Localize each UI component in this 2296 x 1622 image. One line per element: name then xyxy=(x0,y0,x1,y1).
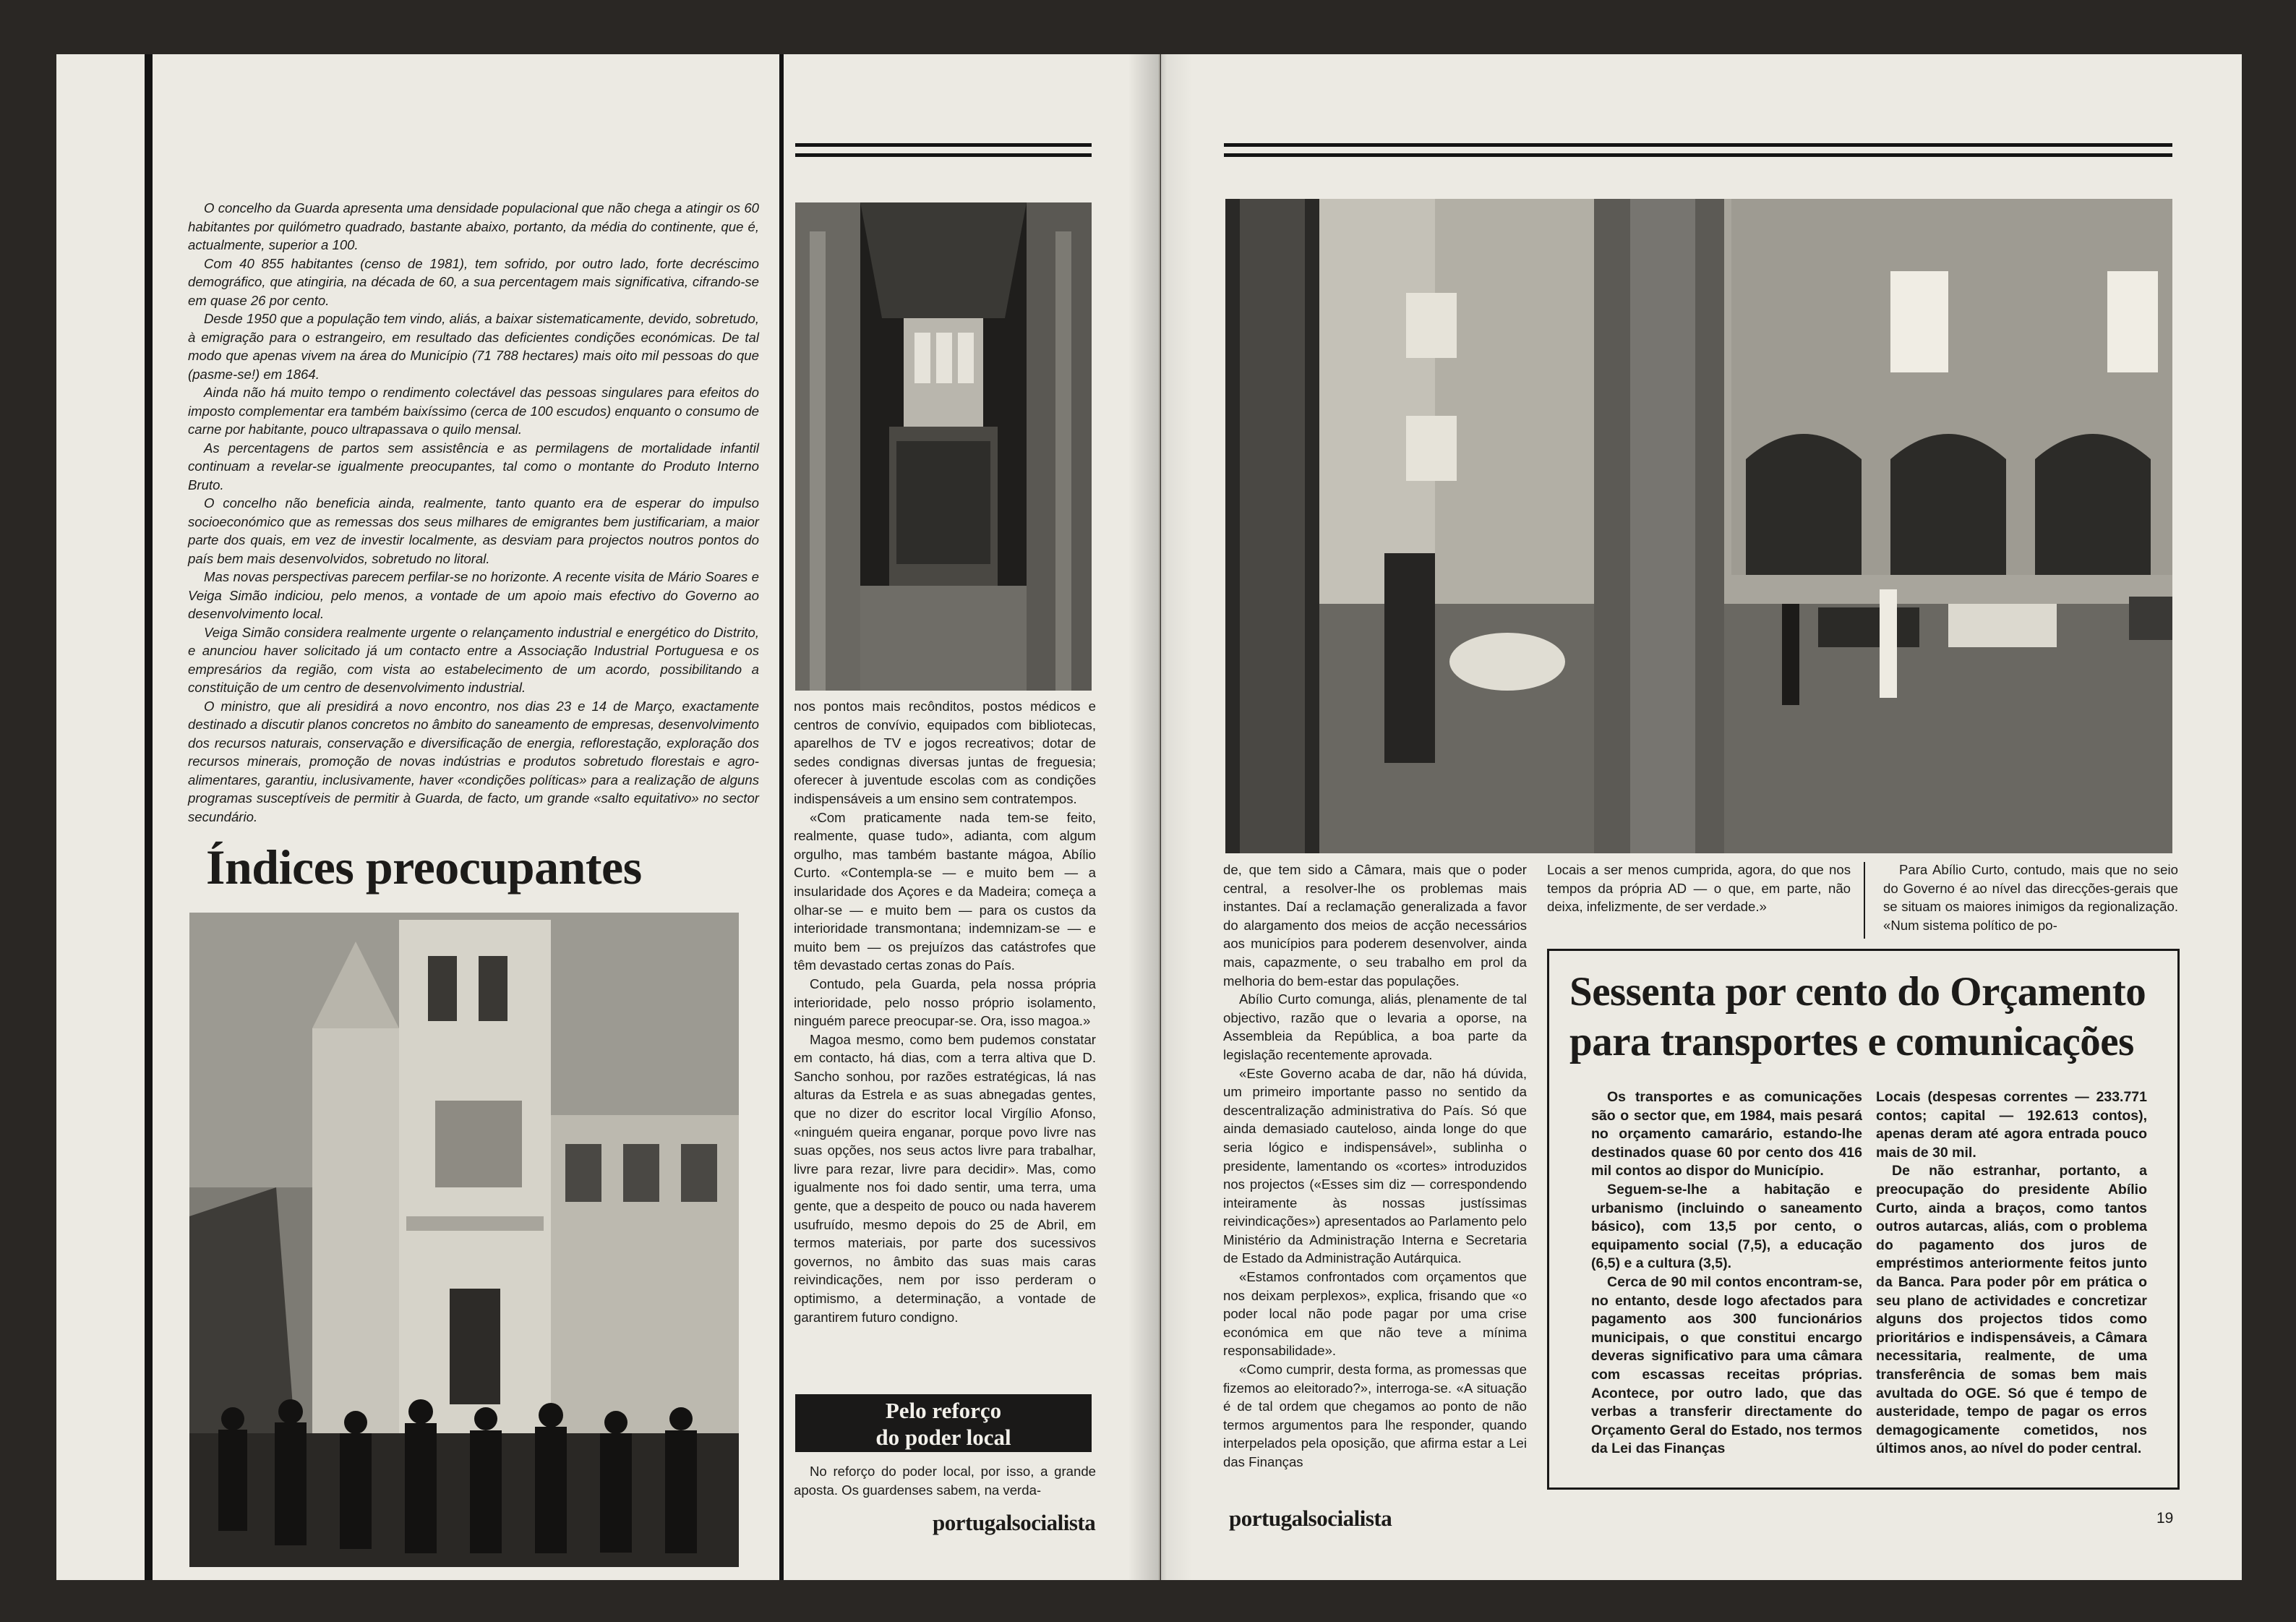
lead-paragraph: As percentagens de partos sem assistência e as permilagens de mortalidade infantil continuam a revelar-se igualmente preocupantes, tal como o montante do Produto Interno Bruto. xyxy=(188,440,759,492)
subhead-line: Pelo reforço xyxy=(885,1398,1002,1423)
budget-box xyxy=(1547,949,2180,1490)
right-paragraph: de, que tem sido a Câmara, mais que o poder central, a resolver-lhe os problemas mais instantes. Daí a reclamação generalizada a favor do alargamento dos meios de acção necessários aos municípios para poderem desenvolver, ainda mais, capazmente, o seu trabalho em prol da melhoria do bem-estar das populações. xyxy=(1223,862,1527,989)
right-column-3 xyxy=(1883,861,2178,934)
column-divider-rule xyxy=(779,54,784,1580)
lead-paragraph: Veiga Simão considera realmente urgente o relançamento industrial e energético do Distrito, e anunciou haver solicitado já um contacto entre a Associação Industrial Portuguesa e os empresários da região, com vista ao estabelecimento de um acordo, possibilitando a constituição de um centro de desenvolvimento industrial. xyxy=(188,624,759,695)
subhead-box xyxy=(795,1394,1092,1452)
right-column-2 xyxy=(1547,861,1851,916)
lead-paragraph: Ainda não há muito tempo o rendimento colectável das pessoas singulares para efeitos do imposto complementar era também baixíssimo (cerca de 100 escudos) enquanto o consumo de carne por habitante, pouco ultrapassava o quilo mensal. xyxy=(188,385,759,437)
lead-text-column xyxy=(188,199,759,826)
mid-column xyxy=(794,697,1096,1326)
lead-paragraph: O ministro, que ali presidirá a novo encontro, nos dias 23 e 14 de Março, exactamente destinado a discutir planos concretos no âmbito do saneamento de empresas, desenvolvimento dos recursos naturais, conservação e diversificação de energia, reflorestação, exploração dos recursos minerais, promoção de novas indústrias e produtos sobretudo florestais e agro-alimentares, garantiu, inclusivamente, haver «condições políticas» para a realização de alguns programas susceptíveis de permitir à Guarda, de facto, um grande «salto equitativo» no sector secundário. xyxy=(188,698,759,824)
cathedral-interior-photo xyxy=(795,202,1092,691)
right-paragraph: Para Abílio Curto, contudo, mais que no seio do Governo é ao nível das direcções-gerais que se situam os maiores inimigos da regionalização. «Num sistema político de po- xyxy=(1883,862,2178,933)
mid-tail-paragraph: No reforço do poder local, por isso, a grande aposta. Os guardenses sabem, na verda- xyxy=(794,1464,1096,1498)
headline: Índices preocupantes xyxy=(206,840,642,895)
column-separator xyxy=(1864,862,1865,939)
box-paragraph: Locais (despesas correntes — 233.771 contos; capital — 192.613 contos), apenas deram até agora entrada pouco mais de 30 mil. xyxy=(1876,1089,2147,1161)
lead-paragraph: Mas novas perspectivas parecem perfilar-se no horizonte. A recente visita de Mário Soares e Veiga Simão indiciou, pelo menos, a vontade de um apoio mais efectivo do Governo ao desenvolvimento local. xyxy=(188,569,759,621)
right-paragraph: «Como cumprir, desta forma, as promessas que fizemos ao eleitorado?», interroga-se. «A situação é de tal ordem que chegamos ao ponto de não termos argumentos para lhe responder, quando interpelados pela oposição, que afirma estar a Lei das Finanças xyxy=(1223,1362,1527,1469)
box-paragraph: De não estranhar, portanto, a preocupação do presidente Abílio Curto, ainda a braços, como tantos outros autarcas, aliás, com o problema do pagamento dos juros de empréstimos anteriormente feitos junto da Banca. Para poder pôr em prática o seu plano de actividades e concretizar alguns dos projectos tidos como prioritários e indispensáveis, a Câmara necessitaria, realmente, de uma transferência de somas bem mais avultada do OGE. Só que é tempo de austeridade, tempo de pagar os erros demagogicamente cometidos, nos últimos anos, ao nível do poder central. xyxy=(1876,1163,2147,1457)
top-double-rule-2 xyxy=(795,153,1092,157)
box-paragraph: Os transportes e as comunicações são o sector que, em 1984, mais pesará no orçamento camarário, estando-lhe destinados quase 60 por cento dos 416 mil contos ao dispor do Município. xyxy=(1591,1089,1862,1179)
right-paragraph: Abílio Curto comunga, aliás, plenamente de tal objectivo, razão que o levaria a oporse, na Assembleia da República, a boa parte da legislação recentemente aprovada. xyxy=(1223,991,1527,1062)
top-double-rule-4 xyxy=(1224,153,2172,157)
church-photo xyxy=(189,913,739,1567)
right-column-1 xyxy=(1223,861,1527,1472)
lead-paragraph: O concelho da Guarda apresenta uma densidade populacional que não chega a atingir os 60 habitantes por quilómetro quadrado, bastante abaixo, portanto, da média do continente, que é, actualmente, superior a 100. xyxy=(188,200,759,252)
lead-paragraph: O concelho não beneficia ainda, realmente, tanto quanto era de esperar do impulso socioeconómico que as remessas dos seus milhares de emigrantes bem justificariam, a maior parte dos quais, em vez de investir localmente, as desviam para projectos noutros pontos do país bem mais desenvolvidos, sobretudo no litoral. xyxy=(188,495,759,566)
top-double-rule-3 xyxy=(1224,143,2172,147)
mid-paragraph: «Com praticamente nada tem-se feito, realmente, quase tudo», adianta, com algum orgulho, mas também bastante mágoa, Abílio Curto. «Contempla-se — e muito bem — a insularidade dos Açores e da Madeira; começa a olhar-se — e muito bem — para os custos da interioridade transmontana; indemnizam-se — e muito bem — os prejuízos das catástrofes que têm devastado certas zonas do País. xyxy=(794,809,1096,973)
right-paragraph: «Este Governo acaba de dar, não há dúvida, um primeiro importante passo no sentido da descentralização administrativa do País. Só que ainda demasiado cauteloso, ainda longe do que seria lógico e indispensável», sublinha o presidente, lamentando os «cortes» introduzidos nos projectos («Esses sim diz — correspondendo inteiramente às nossas justíssimas reivindicações») apresentados ao Parlamento pelo Ministério da Administração Interna e Secretaria de Estado da Administração Autárquica. xyxy=(1223,1065,1527,1266)
lead-paragraph: Desde 1950 que a população tem vindo, aliás, a baixar sistematicamente, devido, sobretudo, à emigração para o estrangeiro, em resultado das deficientes condições económicas. De tal modo que apenas vivem na área do Município (71 788 hectares) mais oito mil pessoas do que (pasme-se!) em 1864. xyxy=(188,311,759,382)
box-column-1 xyxy=(1591,1088,1862,1459)
mid-paragraph: Magoa mesmo, como bem pudemos constatar em contacto, há dias, com a terra altiva que D. Sancho sonhou, por razões estratégicas, lá nas alturas da Estrela e as suas abnegadas gentes, que no dizer do escritor local Virgílio Afonso, «ninguém queira enganar, porque povo livre nas suas opções, nos seus actos livre para trabalhar, livre para rezar, livre para decidir». Mas, como igualmente nos foi dado sentir, uma terra, uma gente, que a despeito de pouco ou nada haverem usufruído, mesmo depois do 25 de Abril, em termos materiais, por parte dos sucessivos governos, no âmbito das suas mais caras reivindicações, nem por isso perderam o optimismo, a determinação, a vontade de garantirem futuro condigno. xyxy=(794,1031,1096,1325)
street-photo xyxy=(1225,199,2172,853)
top-double-rule-1 xyxy=(795,143,1092,147)
box-paragraph: Cerca de 90 mil contos encontram-se, no entanto, desde logo afectados para pagamento aos 300 funcionários municipais, o que constitui encargo deveras significativo para uma câmara com escassas receitas próprias. Acontece, por outro lado, que das verbas a transferir directamente do Orçamento Geral do Estado, nos termos da Lei das Finanças xyxy=(1591,1273,1862,1457)
box-column-2 xyxy=(1876,1088,2147,1459)
lead-paragraph: Com 40 855 habitantes (censo de 1981), tem sofrido, por outro lado, forte decréscimo demográfico, que atingiria, na década de 60, a sua percentagem mais significativa, cifrando-se em quase 26 por cento. xyxy=(188,255,759,308)
mid-column-tail xyxy=(794,1462,1096,1499)
mid-paragraph: Contudo, pela Guarda, pela nossa própria interioridade, pelo nosso próprio isolamento, ninguém parece preocupar-se. Ora, isso magoa.» xyxy=(794,976,1096,1029)
masthead-left: portugalsocialista xyxy=(933,1510,1096,1535)
mid-paragraph: nos pontos mais recônditos, postos médicos e centros de convívio, equipados com bibliotecas, aparelhos de TV e jogos recreativos; dotar de sedes condignas diversas juntas de freguesia; oferecer à juventude escolas com as condições indispensáveis a um ensino sem contratempos. xyxy=(794,699,1096,806)
left-margin-rule xyxy=(145,54,153,1580)
right-paragraph: Locais a ser menos cumprida, agora, do que nos tempos da própria AD — o que, em parte, não deixa, infelizmente, de ser verdade.» xyxy=(1547,862,1851,915)
page-number: 19 xyxy=(2156,1510,2174,1527)
masthead-right: portugalsocialista xyxy=(1229,1506,1392,1531)
subhead-line: do poder local xyxy=(875,1425,1011,1450)
box-title: Sessenta por cento do Orçamento para transportes e comunicações xyxy=(1569,969,2146,1064)
box-paragraph: Seguem-se-lhe a habitação e urbanismo (incluindo o saneamento básico), com 13,5 por cento, o equipamento social (7,5), a educação (6,5) e a cultura (3,5). xyxy=(1591,1181,1862,1272)
right-paragraph: «Estamos confrontados com orçamentos que nos deixam perplexos», explica, frisando que «o poder local não pode pagar por uma crise económica em que não teve a mínima responsabilidade». xyxy=(1223,1269,1527,1359)
